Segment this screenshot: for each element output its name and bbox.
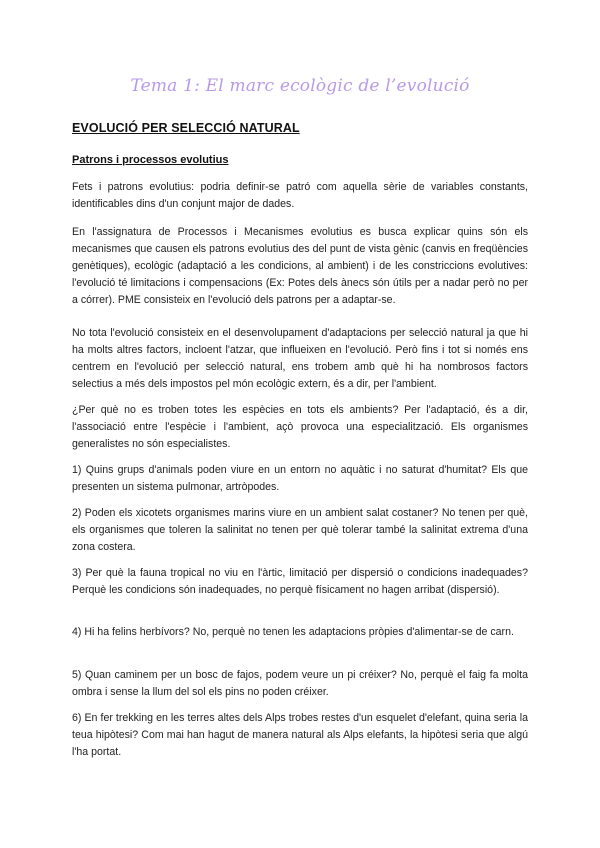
section-heading: EVOLUCIÓ PER SELECCIÓ NATURAL xyxy=(72,121,300,135)
sub-heading: Patrons i processos evolutius xyxy=(72,154,229,166)
paragraph-processos-mecanismes: En l'assignatura de Processos i Mecanismes evolutius es busca explicar quins són els mecanismes que causen els patrons evolutius des del punt de vista gènic (canvis en freqüències genètiques), ecològic (adaptació a les condicions, al ambient) i de les constriccions evolutives: l'evolució té limitacions i compensacions (Ex: Potes dels ànecs són útils per a nadar però no per a córrer). PME consisteix en l'evolució dels patrons per a adaptar-se. xyxy=(72,226,528,306)
question-4: 4) Hi ha felins herbívors? No, perquè no tenen les adaptacions pròpies d'alimentar-se de carn. xyxy=(72,626,514,638)
page-title: Tema 1: El marc ecològic de l’evolució xyxy=(130,76,470,96)
paragraph-fets-patrons: Fets i patrons evolutius: podria definir-se patró com aquella sèrie de variables constants, identificables dins d'un conjunt major de dades. xyxy=(72,181,528,210)
question-3: 3) Per què la fauna tropical no viu en l'àrtic, limitació per dispersió o condicions inadequades? Perquè les condicions són inadequades, no perquè físicament no hagen arribat (dispersió). xyxy=(72,567,528,596)
question-2: 2) Poden els xicotets organismes marins viure en un ambient salat costaner? No tenen per què, els organismes que toleren la salinitat no tenen per què tolerar també la salinitat extrema d'una zona costera. xyxy=(72,507,528,553)
paragraph-seleccio-natural: No tota l'evolució consisteix en el desenvolupament d'adaptacions per selecció natural ja que hi ha molts altres factors, incloent l'atzar, que influeixen en l'evolució. Però fins i tot si només ens centrem en l'evolució per selecció natural, ens trobem amb què hi ha nombrosos factors selectius a més dels impostos pel món ecològic extern, és a dir, per l'ambient. xyxy=(72,327,528,390)
paragraph-especies-ambients: ¿Per què no es troben totes les espècies en tots els ambients? Per l'adaptació, és a dir, l'associació entre l'espècie i l'ambient, açò provoca una especialització. Els organismes generalistes no són especialistes. xyxy=(72,404,528,450)
question-1: 1) Quins grups d'animals poden viure en un entorn no aquàtic i no saturat d'humitat? Els que presenten un sistema pulmonar, artròpodes. xyxy=(72,464,528,493)
question-6: 6) En fer trekking en les terres altes dels Alps trobes restes d'un esquelet d'elefant, quina seria la teua hipòtesi? Com mai han hagut de manera natural als Alps elefants, la hipòtesi seria que algú l'ha portat. xyxy=(72,712,528,758)
question-5: 5) Quan caminem per un bosc de fajos, podem veure un pi créixer? No, perquè el faig fa molta ombra i sense la llum del sol els pins no poden créixer. xyxy=(72,669,528,698)
